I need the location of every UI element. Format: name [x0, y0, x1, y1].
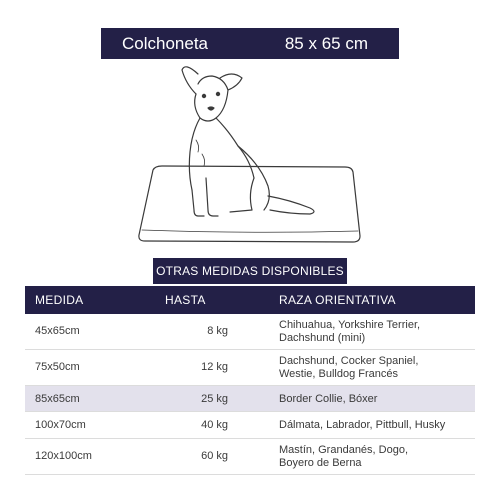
- dog-on-mattress-illustration: [120, 60, 380, 260]
- row-size: 85x65cm: [35, 393, 80, 405]
- row-size: 45x65cm: [35, 325, 80, 337]
- row-size: 75x50cm: [35, 361, 80, 373]
- product-size: 85 x 65 cm: [284, 34, 368, 53]
- row-breeds: Dachshund, Cocker Spaniel, Westie, Bulldog Francés: [279, 355, 419, 380]
- table-row: [25, 314, 475, 350]
- row-breeds: Border Collie, Bóxer: [279, 393, 378, 405]
- product-name: Colchoneta: [122, 34, 209, 53]
- row-breeds: Chihuahua, Yorkshire Terrier, Dachshund (mini): [279, 319, 421, 344]
- table-row: [25, 439, 475, 475]
- dog-icon: [182, 67, 314, 216]
- other-sizes-heading: OTRAS MEDIDAS DISPONIBLES: [153, 258, 347, 284]
- row-weight: 8 kg: [207, 325, 228, 337]
- table-row: [25, 350, 475, 386]
- mattress-icon: [139, 166, 360, 242]
- sizes-table: [25, 286, 475, 475]
- row-breeds: Mastín, Grandanés, Dogo, Boyero de Berna: [279, 444, 409, 469]
- row-size: 120x100cm: [35, 450, 92, 462]
- row-weight: 25 kg: [201, 393, 228, 405]
- table-row-highlighted: [25, 386, 475, 412]
- header-breed: RAZA ORIENTATIVA: [279, 293, 396, 307]
- row-weight: 40 kg: [201, 419, 228, 431]
- row-breeds: Dálmata, Labrador, Pittbull, Husky: [279, 419, 446, 431]
- row-weight: 12 kg: [201, 361, 228, 373]
- table-row: [25, 412, 475, 439]
- row-size: 100x70cm: [35, 419, 86, 431]
- row-weight: 60 kg: [201, 450, 228, 462]
- title-bar: [101, 28, 399, 59]
- header-size: MEDIDA: [35, 293, 84, 307]
- table-header: [25, 286, 475, 314]
- header-weight: HASTA: [165, 293, 206, 307]
